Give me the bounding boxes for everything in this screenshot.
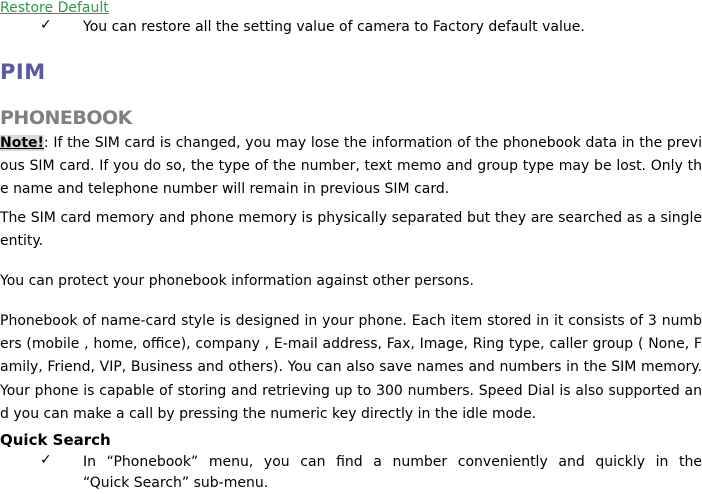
restore-default-description: You can restore all the setting value of camera to Factory default value.	[83, 19, 585, 35]
note-text: : If the SIM card is changed, you may lose the information of the phonebook data in the previous SIM card. If you do so, the type of the number, text memo and group type may be lost. Only the name and telephone number will remain in previous SIM card.	[0, 135, 702, 198]
quick-search-description	[83, 452, 702, 494]
note-label: Note!	[0, 135, 44, 151]
section-heading-pim: PIM	[0, 60, 46, 84]
checkmark-bullet-icon: ✓	[40, 452, 52, 468]
namecard-paragraph: Phonebook of name-card style is designed in your phone. Each item stored in it consists of 3 numbers (mobile , home, office), company , E-mail address, Fax, Image, Ring type, caller group ( None, Family, Friend, VIP, Business and others). You can also save names and numbers in the SIM memory. Your phone is capable of storing and retrieving up to 300 numbers. Speed Dial is also supported and you can make a call by pressing the numeric key directly in the idle mode.	[0, 313, 702, 422]
section-heading-phonebook: PHONEBOOK	[0, 107, 132, 129]
checkmark-bullet-icon: ✓	[40, 17, 52, 33]
note-paragraph	[0, 132, 702, 202]
memory-paragraph: The SIM card memory and phone memory is physically separated but they are searched as a single entity.	[0, 210, 702, 250]
quick-search-line-1: In “Phonebook” menu, you can find a number conveniently and quickly in the	[83, 454, 702, 470]
section-heading-quick-search: Quick Search	[0, 431, 111, 449]
protect-paragraph: You can protect your phonebook information against other persons.	[0, 273, 474, 289]
quick-search-line-2: “Quick Search” sub-menu.	[83, 475, 269, 491]
restore-default-link[interactable]: Restore Default	[0, 0, 109, 16]
restore-default-line	[0, 0, 109, 17]
